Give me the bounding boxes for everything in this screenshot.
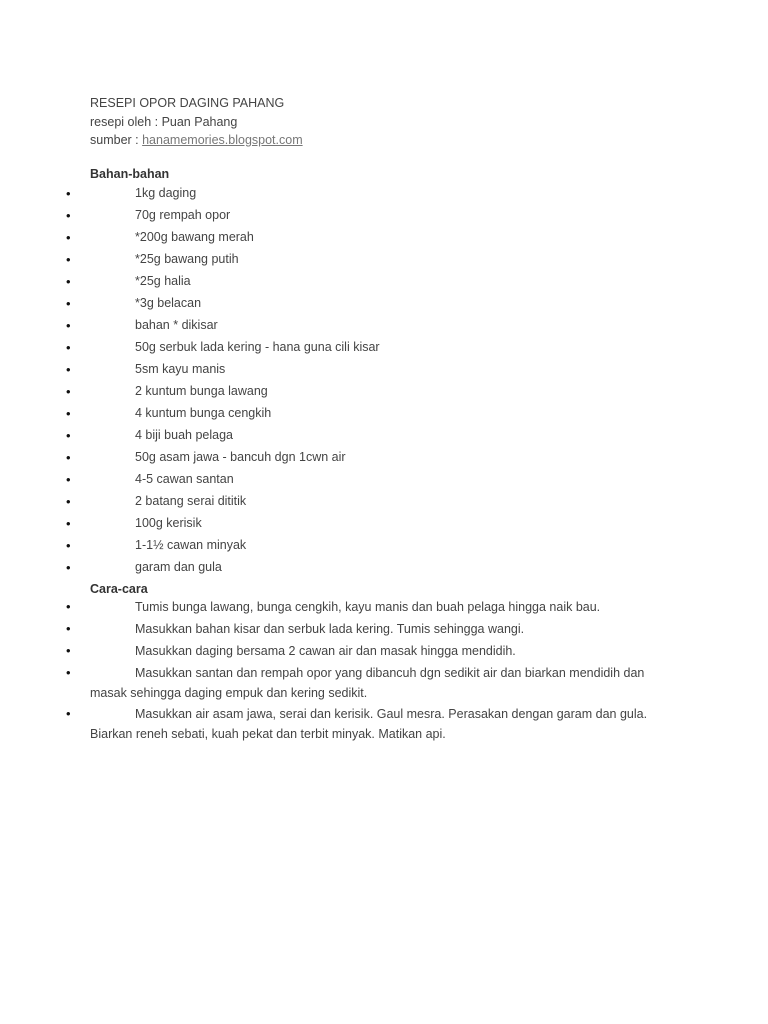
ingredients-heading: Bahan-bahan xyxy=(90,167,170,181)
bullet-icon: • xyxy=(66,361,71,377)
bullet-icon: • xyxy=(66,229,71,245)
ingredient-item xyxy=(0,512,768,534)
ingredient-item xyxy=(0,204,768,226)
method-heading: Cara-cara xyxy=(90,582,148,596)
bullet-icon: • xyxy=(66,185,71,201)
bullet-icon: • xyxy=(66,405,71,421)
ingredient-text: 2 batang serai dititik xyxy=(135,494,247,508)
ingredient-text: 4 biji buah pelaga xyxy=(135,428,233,442)
ingredient-item xyxy=(0,446,768,468)
ingredient-text: *3g belacan xyxy=(135,296,202,310)
source-link[interactable]: hanamemories.blogspot.com xyxy=(142,133,303,147)
ingredient-text: 5sm kayu manis xyxy=(135,362,226,376)
ingredient-item xyxy=(0,270,768,292)
ingredient-item xyxy=(0,182,768,204)
method-list xyxy=(0,597,768,744)
ingredient-item xyxy=(0,468,768,490)
step-text: Tumis bunga lawang, bunga cengkih, kayu manis dan buah pelaga hingga naik bau. xyxy=(135,600,601,614)
ingredient-item xyxy=(0,226,768,248)
bullet-icon: • xyxy=(66,493,71,509)
bullet-icon: • xyxy=(66,599,71,614)
ingredient-item xyxy=(0,380,768,402)
bullet-icon: • xyxy=(66,665,71,680)
recipe-header xyxy=(90,94,303,150)
step-text: Masukkan bahan kisar dan serbuk lada kering. Tumis sehingga wangi. xyxy=(135,622,525,636)
source-label: sumber : xyxy=(90,133,143,147)
ingredient-item xyxy=(0,292,768,314)
bullet-icon: • xyxy=(66,383,71,399)
ingredient-text: 50g asam jawa - bancuh dgn 1cwn air xyxy=(135,450,346,464)
ingredient-text: 4-5 cawan santan xyxy=(135,472,234,486)
ingredient-text: 100g kerisik xyxy=(135,516,202,530)
ingredient-item xyxy=(0,424,768,446)
ingredient-item xyxy=(0,534,768,556)
method-step xyxy=(0,663,768,704)
method-step xyxy=(0,619,768,641)
ingredient-item xyxy=(0,248,768,270)
ingredient-text: garam dan gula xyxy=(135,560,222,574)
ingredient-text: *200g bawang merah xyxy=(135,230,254,244)
bullet-icon: • xyxy=(66,251,71,267)
ingredient-item xyxy=(0,314,768,336)
recipe-title: RESEPI OPOR DAGING PAHANG xyxy=(90,96,285,110)
step-text: Masukkan air asam jawa, serai dan kerisik. Gaul mesra. Perasakan dengan garam dan gula. Biarkan reneh sebati, kuah pekat dan terbit minyak. Matikan api. xyxy=(90,707,648,741)
step-text: Masukkan daging bersama 2 cawan air dan masak hingga mendidih. xyxy=(135,644,516,658)
ingredient-text: 2 kuntum bunga lawang xyxy=(135,384,268,398)
bullet-icon: • xyxy=(66,471,71,487)
source-line xyxy=(90,131,303,150)
method-step xyxy=(0,704,768,744)
bullet-icon: • xyxy=(66,621,71,636)
bullet-icon: • xyxy=(66,207,71,223)
ingredient-text: 1-1½ cawan minyak xyxy=(135,538,247,552)
author-line: resepi oleh : Puan Pahang xyxy=(90,114,238,129)
bullet-icon: • xyxy=(66,449,71,465)
bullet-icon: • xyxy=(66,273,71,289)
bullet-icon: • xyxy=(66,427,71,443)
ingredients-list xyxy=(0,182,768,578)
ingredient-text: 70g rempah opor xyxy=(135,208,231,222)
bullet-icon: • xyxy=(66,515,71,531)
ingredient-item xyxy=(0,336,768,358)
method-step xyxy=(0,641,768,663)
ingredient-text: bahan * dikisar xyxy=(135,318,218,332)
ingredient-text: *25g bawang putih xyxy=(135,252,239,266)
ingredient-text: 1kg daging xyxy=(135,186,197,200)
ingredient-text: 4 kuntum bunga cengkih xyxy=(135,406,272,420)
ingredient-text: *25g halia xyxy=(135,274,191,288)
bullet-icon: • xyxy=(66,537,71,553)
bullet-icon: • xyxy=(66,339,71,355)
bullet-icon: • xyxy=(66,643,71,658)
bullet-icon: • xyxy=(66,295,71,311)
bullet-icon: • xyxy=(66,559,71,575)
bullet-icon: • xyxy=(66,706,71,721)
ingredient-item xyxy=(0,402,768,424)
bullet-icon: • xyxy=(66,317,71,333)
ingredient-item xyxy=(0,358,768,380)
method-step xyxy=(0,597,768,619)
step-text: Masukkan santan dan rempah opor yang dibancuh dgn sedikit air dan biarkan mendidih dan masak sehingga daging empuk dan kering sedikit. xyxy=(90,666,645,700)
ingredient-text: 50g serbuk lada kering - hana guna cili kisar xyxy=(135,340,380,354)
ingredient-item xyxy=(0,490,768,512)
ingredient-item xyxy=(0,556,768,578)
